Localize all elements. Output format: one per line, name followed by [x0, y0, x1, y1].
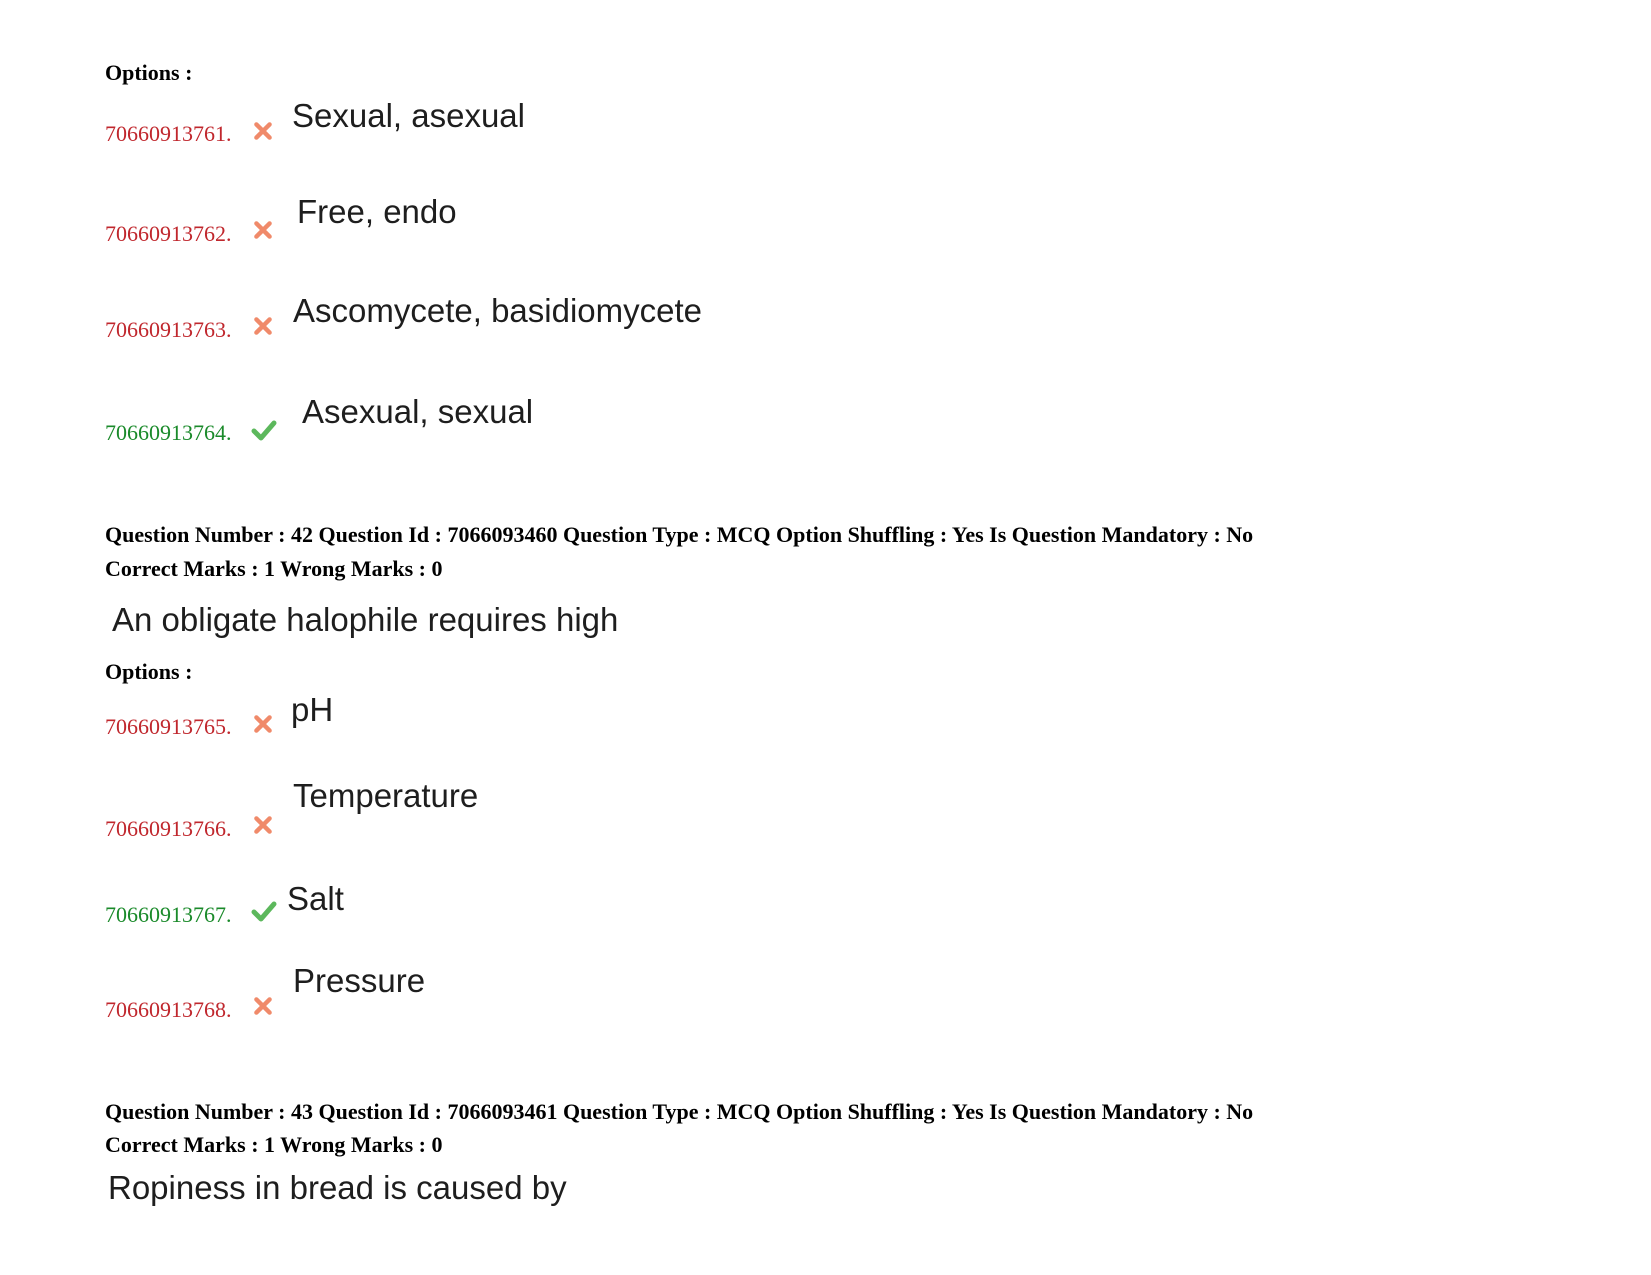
option-text: Sexual, asexual [292, 97, 525, 134]
option-id: 70660913763. [105, 317, 232, 342]
option-text: Salt [287, 880, 344, 917]
option-text: Ascomycete, basidiomycete [293, 292, 703, 329]
option-text: Asexual, sexual [302, 393, 534, 430]
check-icon [251, 899, 277, 923]
wrong-icon [252, 995, 274, 1017]
wrong-icon [252, 713, 274, 735]
question-marks: Correct Marks : 1 Wrong Marks : 0 [105, 1132, 443, 1157]
options-label: Options : [105, 60, 193, 85]
question-text: An obligate halophile requires high [112, 601, 619, 638]
option-id: 70660913761. [105, 121, 232, 146]
option-id: 70660913767. [105, 902, 232, 927]
question-text: Ropiness in bread is caused by [108, 1169, 567, 1206]
wrong-icon [252, 315, 274, 337]
question-marks: Correct Marks : 1 Wrong Marks : 0 [105, 556, 443, 581]
option-id: 70660913768. [105, 997, 232, 1022]
option-id: 70660913766. [105, 816, 232, 841]
option-id: 70660913764. [105, 420, 232, 445]
option-text: Pressure [293, 962, 426, 999]
option-id: 70660913762. [105, 221, 232, 246]
wrong-icon [252, 814, 274, 836]
question-header: Question Number : 43 Question Id : 7066093461 Question Type : MCQ Option Shuffling : Yes Is Question Mandatory : No [105, 1099, 1254, 1124]
wrong-icon [252, 219, 274, 241]
option-text: Temperature [293, 777, 479, 814]
option-text: Free, endo [297, 193, 457, 230]
wrong-icon [252, 120, 274, 142]
options-label: Options : [105, 659, 193, 684]
option-text: pH [291, 691, 334, 728]
question-header: Question Number : 42 Question Id : 7066093460 Question Type : MCQ Option Shuffling : Yes Is Question Mandatory : No [105, 522, 1254, 547]
check-icon [251, 418, 277, 442]
option-id: 70660913765. [105, 714, 232, 739]
